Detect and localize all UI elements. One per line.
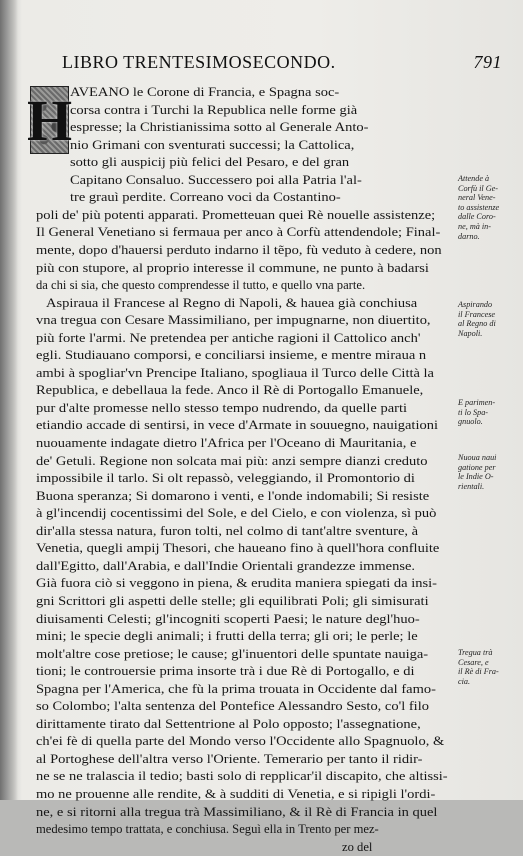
margin-note-line: Cesare, e: [458, 657, 489, 667]
margin-note-line: gnuolo.: [458, 417, 483, 427]
text-line: AVEANO le Corone di Francia, e Spagna soc-: [70, 85, 340, 99]
running-title: LIBRO TRENTESIMOSECONDO.: [62, 52, 336, 72]
margin-note-line: al Regno di: [458, 319, 496, 329]
margin-note-line: gatione per: [458, 462, 496, 472]
text-line: corsa contra i Turchi la Republica nelle forme già: [70, 102, 358, 117]
text-line: più con stupore, al proprio interesse il commune, ne punto à badarsi: [36, 260, 429, 275]
margin-note: [458, 398, 518, 427]
text-line: espresse; la Christianissima sotto al Generale Anto-: [70, 120, 369, 135]
initial-letter: H: [26, 87, 73, 153]
margin-note: [458, 174, 518, 241]
text-line: tre grauì perdite. Correano voci da Costantino-: [70, 190, 341, 205]
margin-note-line: E parimen-: [458, 398, 496, 407]
text-line: Buona speranza; Si domarono i venti, e l'onde indomabili; Si resiste: [36, 488, 430, 503]
text-line: ambi à spogliar'vn Prencipe Italiano, spogliaua il Turco delle Città la: [36, 365, 434, 380]
body-text: [0, 84, 523, 854]
margin-note: [458, 453, 518, 491]
text-line: nuouamente indagate dietro l'Africa per l'Oceano di Mauritania, e: [36, 436, 417, 450]
text-line: Il General Venetiano si fermaua per anco à Corfù attendendole; Final-: [36, 225, 441, 240]
text-line: medesimo tempo trattata, e conchiusa. Seguì ella in Trento per mez-: [36, 822, 379, 837]
text-line: poli de' più potenti apparati. Prometteuan quei Rè nouelle assistenze;: [36, 207, 436, 222]
text-line: diuisamenti Celesti; gl'incogniti scoperti Paesi; le nature degl'huo-: [36, 611, 420, 626]
margin-note-line: ne, mà in-: [458, 221, 491, 231]
margin-note-line: Aspirando: [458, 300, 493, 309]
text-line: molt'altre cose pretiose; le cause; gl'inuentori delle spuntate nauiga-: [36, 646, 429, 661]
margin-note-line: Nuoua naui: [458, 453, 497, 462]
text-line: più forte l'armi. Ne pretendea per antiche ragioni il Cattolico anch': [36, 330, 421, 345]
text-line: impossibile il tarlo. Si olt repassò, veleggiando, il Promontorio di: [36, 471, 415, 486]
text-line: da chi si sia, che questo comprendesse il tutto, e quello vna parte.: [36, 278, 366, 293]
text-line: so Colombo; l'alta sentenza del Pontefice Alessandro Sesto, co'l filo: [36, 699, 429, 714]
text-line: de' Getuli. Regione non solcata mai più: anzi sempre dianzi creduto: [36, 453, 428, 468]
running-header: [62, 52, 502, 74]
text-line: dall'Egitto, dall'Arabia, e dall'Indie Orientali grandezze immense.: [36, 558, 416, 573]
text-line: etiandio accade di sentirsi, in vece d'Armate in souuegno, nauigationi: [36, 418, 438, 433]
margin-note-line: Tregua trà: [458, 648, 493, 657]
text-line: Capitano Consaluo. Successero poi alla Patria l'al-: [70, 172, 362, 187]
text-line: nio Grimani con sventurati successi; la Cattolica,: [70, 137, 355, 152]
text-line: zo del: [342, 839, 373, 854]
text-line: al Portoghese dell'altra verso l'Oriente. Temerario per tanto il ridir-: [36, 751, 423, 766]
margin-note-line: rientali.: [458, 481, 485, 491]
text-line: Già fuora ciò si veggono in piena, & erudita maniera spiegati da insi-: [36, 576, 437, 591]
text-line: Spagna per l'America, che fù la prima trouata in Occidente dal famo-: [36, 681, 436, 696]
text-line: pur d'alte promesse nello stesso tempo nudrendo, da quelle parti: [36, 400, 408, 415]
page-number: 791: [473, 52, 502, 72]
margin-note-line: Attende à: [458, 174, 490, 183]
text-line: à gl'incendij cocentissimi del Sole, e del Cielo, e con violenza, sì può: [36, 506, 437, 521]
margin-note-line: darno.: [458, 231, 480, 241]
text-line: dirittamente tirato dal Settentrione al Polo opposto; l'assegnatione,: [36, 716, 421, 731]
text-line: Aspiraua il Francese al Regno di Napoli, & hauea già conchiusa: [46, 295, 418, 310]
margin-note-line: il Francese: [458, 309, 496, 319]
text-line: mente, dopo d'hauersi perduto indarno il tẽpo, fù veduto à cedere, non: [36, 242, 442, 257]
text-line: gni Scrittori gli aspetti delle stelle; gli equilibrati Poli; gli simisurati: [36, 593, 429, 608]
text-line: Venetia, quegli ampij Thesori, che haueano fino à quell'hora confluite: [36, 541, 440, 556]
margin-note: [458, 300, 518, 338]
margin-note-line: to assistenze: [458, 202, 500, 212]
margin-note-line: neral Vene-: [458, 193, 496, 203]
text-line: tioni; le controuersie prima insorte trà i due Rè di Portogallo, e di: [36, 664, 415, 679]
margin-note-line: il Rè di Fra-: [458, 667, 499, 677]
text-line: vna tregua con Cesare Massimiliano, per impugnarne, non diuertito,: [36, 313, 431, 328]
text-line: mini; le specie degli animali; i frutti della terra; gli ori; le perle; le: [36, 629, 418, 644]
margin-note-line: ti lo Spa-: [458, 407, 489, 417]
margin-note: [458, 648, 518, 686]
text-line: mo ne prouenne alle rendite, & à sudditi di Venetia, e si ripigli l'ordi-: [36, 787, 436, 801]
text-line: ch'ei fè di quella parte del Mondo verso l'Occidente allo Spagnuolo, &: [36, 734, 445, 749]
text-line: ne se ne tralascia il tedio; basti solo di repplicar'il discapito, che altissi-: [36, 769, 448, 784]
text-line: Republica, e debellaua la fede. Anco il Rè di Portogallo Emanuele,: [36, 383, 424, 398]
text-line: sotto gli auspicij più felici del Pesaro, e del gran: [70, 155, 350, 170]
text-line: ne, e si ritorni alla tregua trà Massimiliano, & il Rè di Francia in quel: [36, 804, 438, 819]
text-line: dir'alla stessa natura, furon tolti, nel colmo di tant'altre sventure, à: [36, 523, 419, 538]
margin-note-line: Napoli.: [458, 328, 483, 338]
margin-note-line: dalle Coro-: [458, 212, 496, 222]
margin-note-line: cia.: [458, 676, 471, 686]
text-line: egli. Studiauano comporsi, e conciliarsi insieme, e mentre miraua n: [36, 348, 427, 363]
margin-note-line: Corfù il Ge-: [458, 183, 499, 193]
margin-note-line: le Indie O-: [458, 472, 494, 482]
